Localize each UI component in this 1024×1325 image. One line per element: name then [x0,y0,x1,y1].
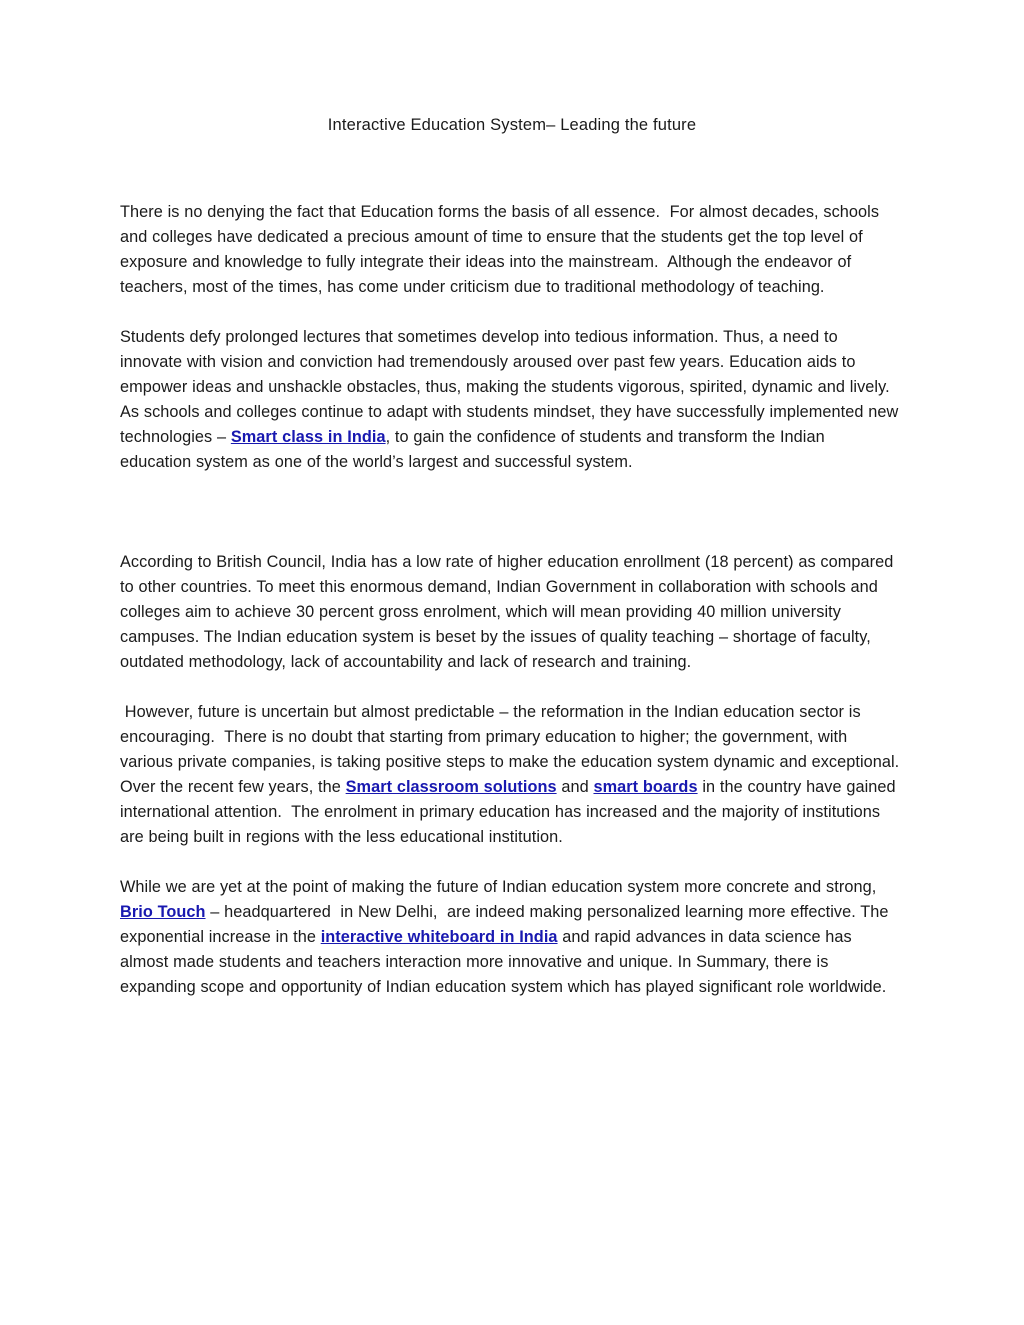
paragraph-4 [120,700,905,850]
paragraph-5-text-before-links: While we are yet at the point of making the future of Indian education system more concrete and strong, [120,878,882,896]
paragraph-5-text-after-links: and rapid advances in data science has almost made students and teachers interaction more innovative and unique. In Summary, there is expanding scope and opportunity of Indian education system which has played significant role worldwide. [120,928,887,996]
document-body [120,200,905,1000]
paragraph-5 [120,875,900,1000]
paragraph-2 [120,325,904,475]
paragraph-2-text-after-link: , to gain the confidence of students and transform the Indian education system as one of the world’s largest and successful system. [120,428,830,471]
paragraph-4-text-before-links: However, future is uncertain but almost predictable – the reformation in the Indian education sector is encouraging. There is no doubt that starting from primary education to higher; the government, with various private companies, is taking positive steps to make the education system dynamic and exceptional. Over the recent few years, the [120,703,905,796]
link-brio-touch[interactable]: Brio Touch [120,903,206,921]
link-smart-classroom-solutions[interactable]: Smart classroom solutions [345,778,557,796]
paragraph-4-text-between-links: and [556,778,594,796]
paragraph-3 [120,550,900,675]
paragraph-4-text-after-links: in the country have gained international attention. The enrolment in primary education has increased and the majority of institutions are being built in regions with the less educational institution. [120,778,901,846]
paragraph-1 [120,200,900,300]
paragraph-1-text: There is no denying the fact that Education forms the basis of all essence. For almost decades, schools and colleges have dedicated a precious amount of time to ensure that the students get the top level of exposure and knowledge to fully integrate their ideas into the mainstream. Although the endeavor of teachers, most of the times, has come under criticism due to traditional methodology of teaching. [120,203,884,296]
link-smart-class-in-india[interactable]: Smart class in India [230,428,386,446]
page-title: Interactive Education System– Leading the future [327,116,697,134]
link-interactive-whiteboard-in-india[interactable]: interactive whiteboard in India [320,928,558,946]
paragraph-3-text: According to British Council, India has a low rate of higher education enrollment (18 percent) as compared to other countries. To meet this enormous demand, Indian Government in collaboration with schools and colleges aim to achieve 30 percent gross enrolment, which will mean providing 40 million university campuses. The Indian education system is beset by the issues of quality teaching – shortage of faculty, outdated methodology, lack of accountability and lack of research and training. [120,553,899,671]
link-smart-boards[interactable]: smart boards [593,778,698,796]
paragraph-2-text-before-link: Students defy prolonged lectures that sometimes develop into tedious information. Thus, a need to innovate with vision and conviction had tremendously aroused over past few years. Education aids to empower ideas and unshackle obstacles, thus, making the students vigorous, spirited, dynamic and lively. As schools and colleges continue to adapt with students mindset, they have successfully implemented new technologies – [120,328,904,446]
paragraph-5-text-between-links: – headquartered in New Delhi, are indeed making personalized learning more effective. The exponential increase in the [120,903,894,946]
